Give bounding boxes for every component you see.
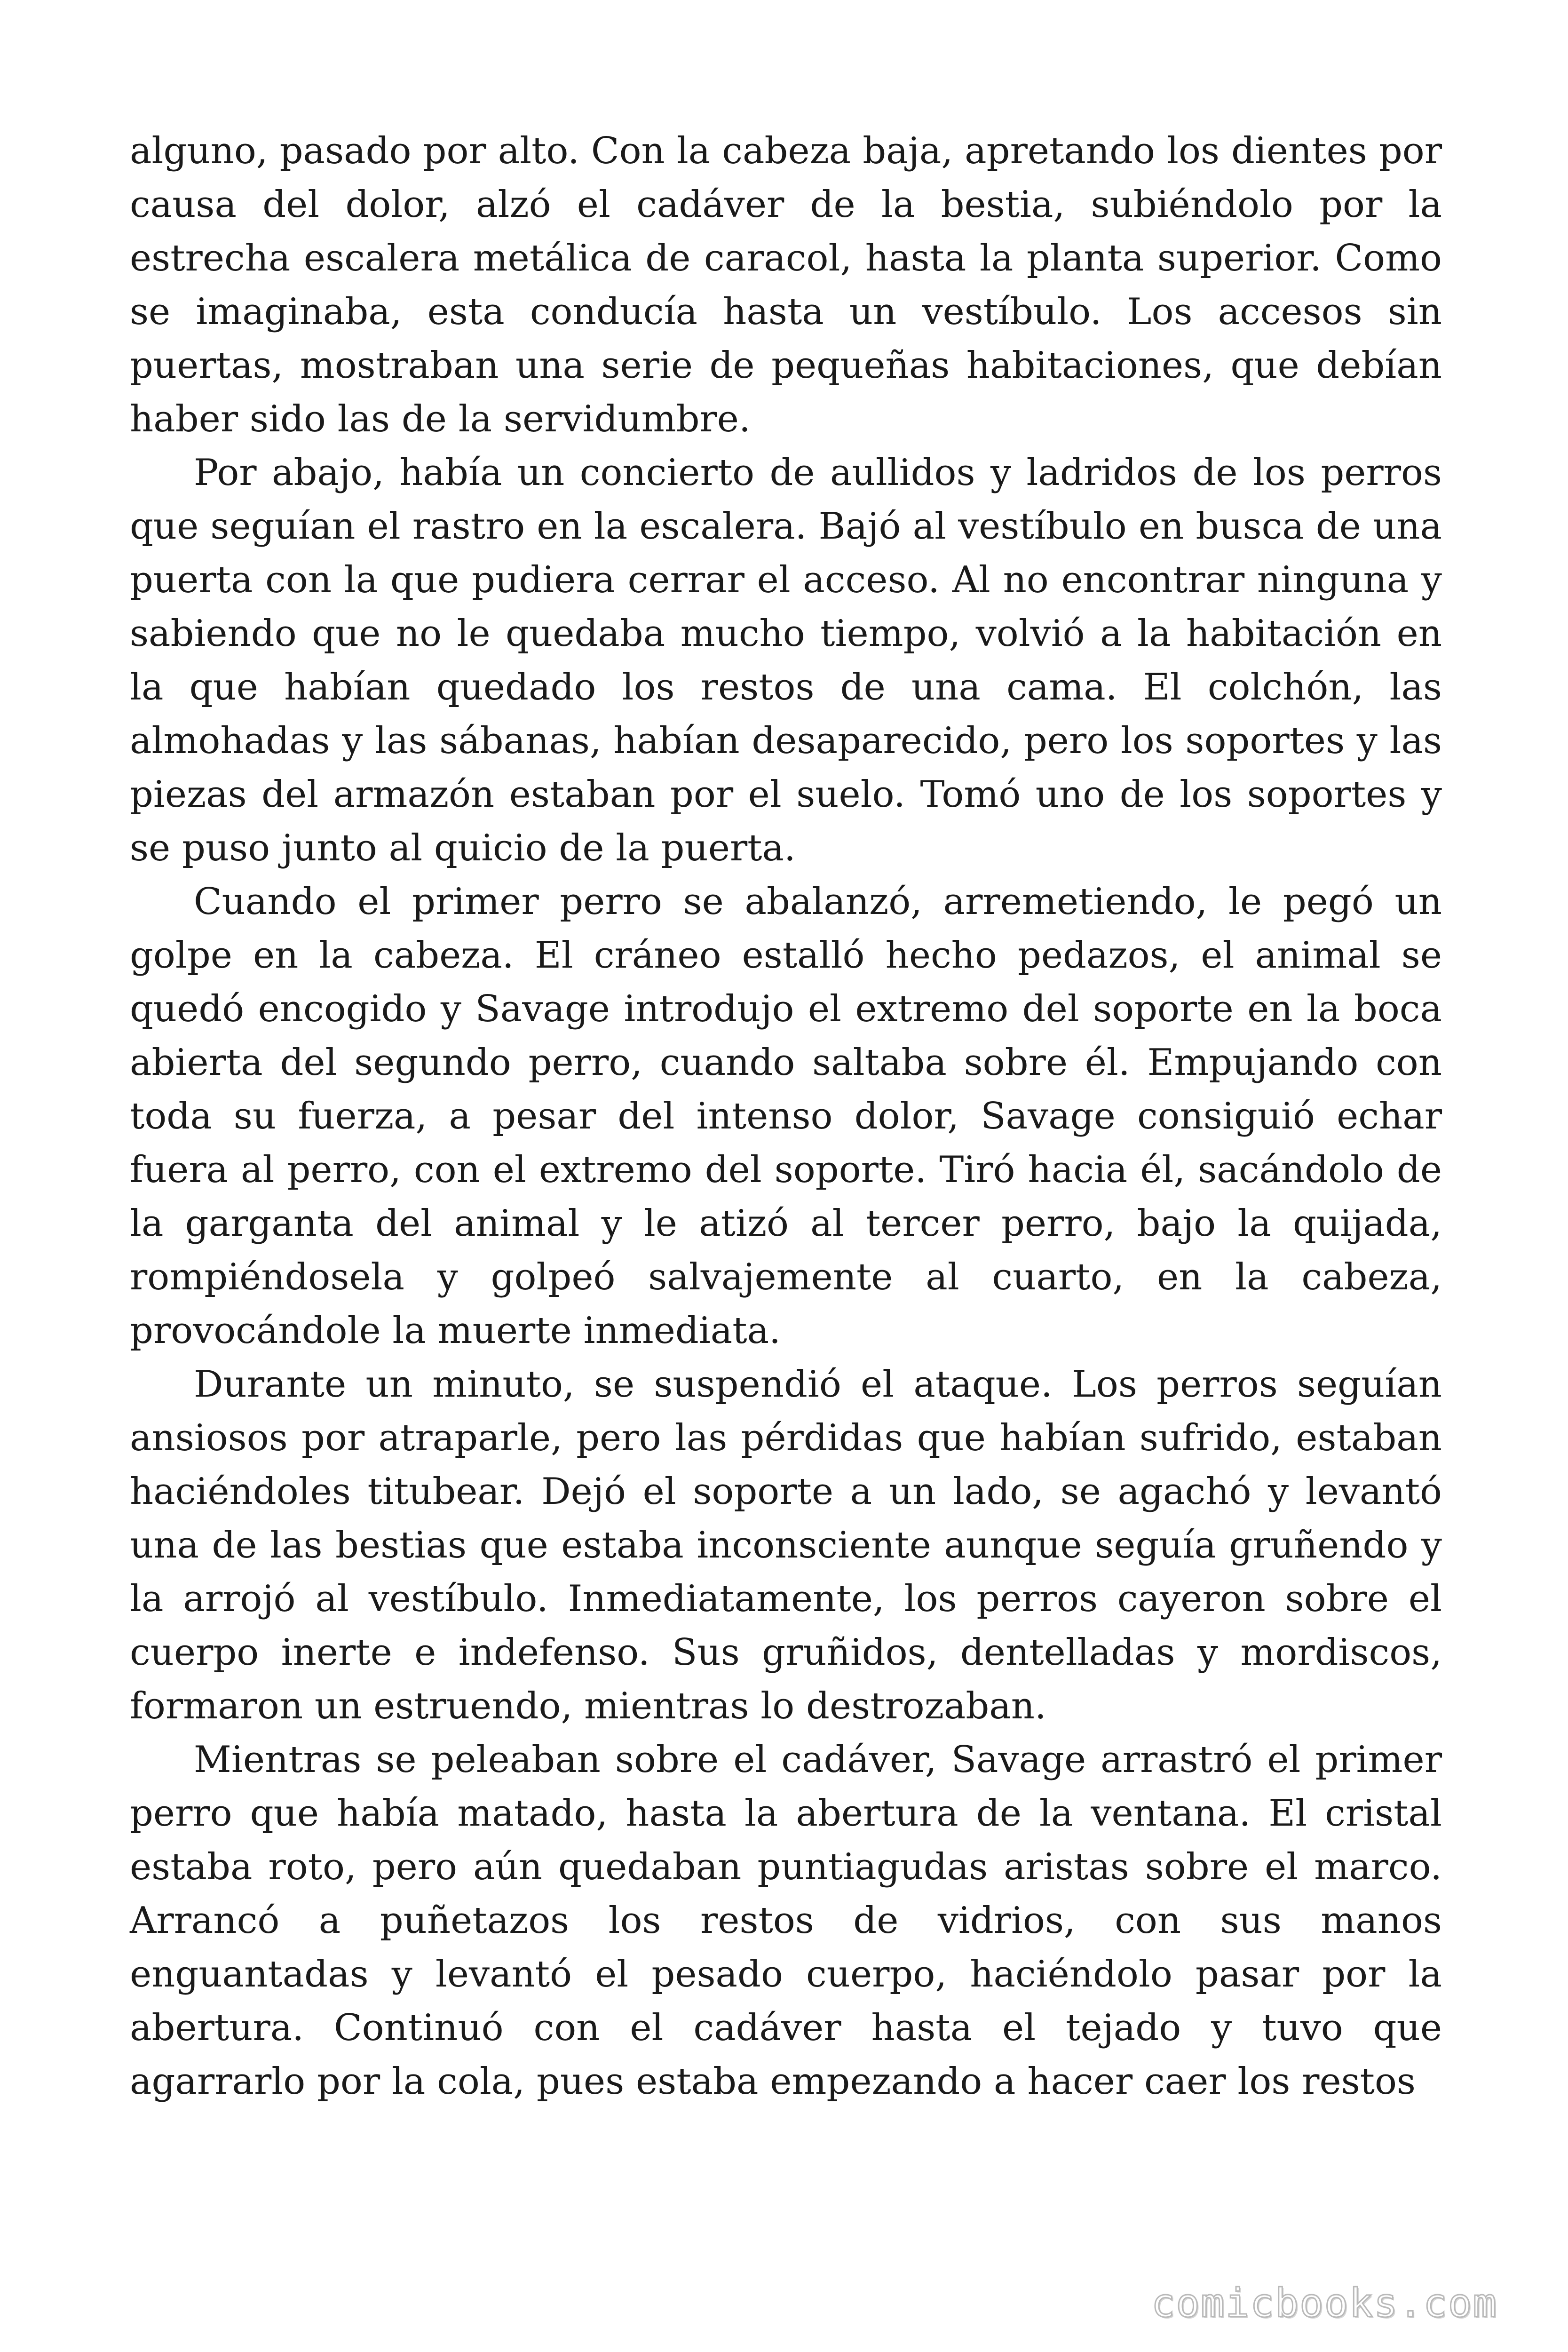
paragraph-3: Cuando el primer perro se abalanzó, arremetiendo, le pegó un golpe en la cabeza. El cráneo estalló hecho pedazos, el animal se quedó encogido y Savage introdujo el extremo del soporte en la boca abierta del segundo perro, cuando saltaba sobre él. Empujando con toda su fuerza, a pesar del intenso dolor, Savage consiguió echar fuera al perro, con el extremo del soporte. Tiró hacia él, sacándolo de la garganta del animal y le atizó al tercer perro, bajo la quijada, rompiéndosela y golpeó salvajemente al cuarto, en la cabeza, provocándole la muerte inmediata.: [130, 881, 1442, 1352]
body-text: [130, 124, 1442, 2108]
watermark: comicbooks.com: [1151, 2280, 1497, 2326]
paragraph-5: Mientras se peleaban sobre el cadáver, Savage arrastró el primer perro que había matado, hasta la abertura de la ventana. El cristal estaba roto, pero aún quedaban puntiagudas aristas sobre el marco. Arrancó a puñetazos los restos de vidrios, con sus manos enguantadas y levantó el pesado cuerpo, haciéndolo pasar por la abertura. Continuó con el cadáver hasta el tejado y tuvo que agarrarlo por la cola, pues estaba empezando a hacer caer los restos: [130, 1739, 1442, 2103]
paragraph-4: Durante un minuto, se suspendió el ataque. Los perros seguían ansiosos por atraparle, pero las pérdidas que habían sufrido, estaban haciéndoles titubear. Dejó el soporte a un lado, se agachó y levantó una de las bestias que estaba inconsciente aunque seguía gruñendo y la arrojó al vestíbulo. Inmediatamente, los perros cayeron sobre el cuerpo inerte e indefenso. Sus gruñidos, dentelladas y mordiscos, formaron un estruendo, mientras lo destrozaban.: [130, 1363, 1442, 1727]
paragraph-2: Por abajo, había un concierto de aullidos y ladridos de los perros que seguían el rastro en la escalera. Bajó al vestíbulo en busca de una puerta con la que pudiera cerrar el acceso. Al no encontrar ninguna y sabiendo que no le quedaba mucho tiempo, volvió a la habitación en la que habían quedado los restos de una cama. El colchón, las almohadas y las sábanas, habían desaparecido, pero los soportes y las piezas del armazón estaban por el suelo. Tomó uno de los soportes y se puso junto al quicio de la puerta.: [130, 452, 1442, 869]
paragraph-1: alguno, pasado por alto. Con la cabeza baja, apretando los dientes por causa del dolor, alzó el cadáver de la bestia, subiéndolo por la estrecha escalera metálica de caracol, hasta la planta superior. Como se imaginaba, esta conducía hasta un vestíbulo. Los accesos sin puertas, mostraban una serie de pequeñas habitaciones, que debían haber sido las de la servidumbre.: [130, 130, 1442, 440]
